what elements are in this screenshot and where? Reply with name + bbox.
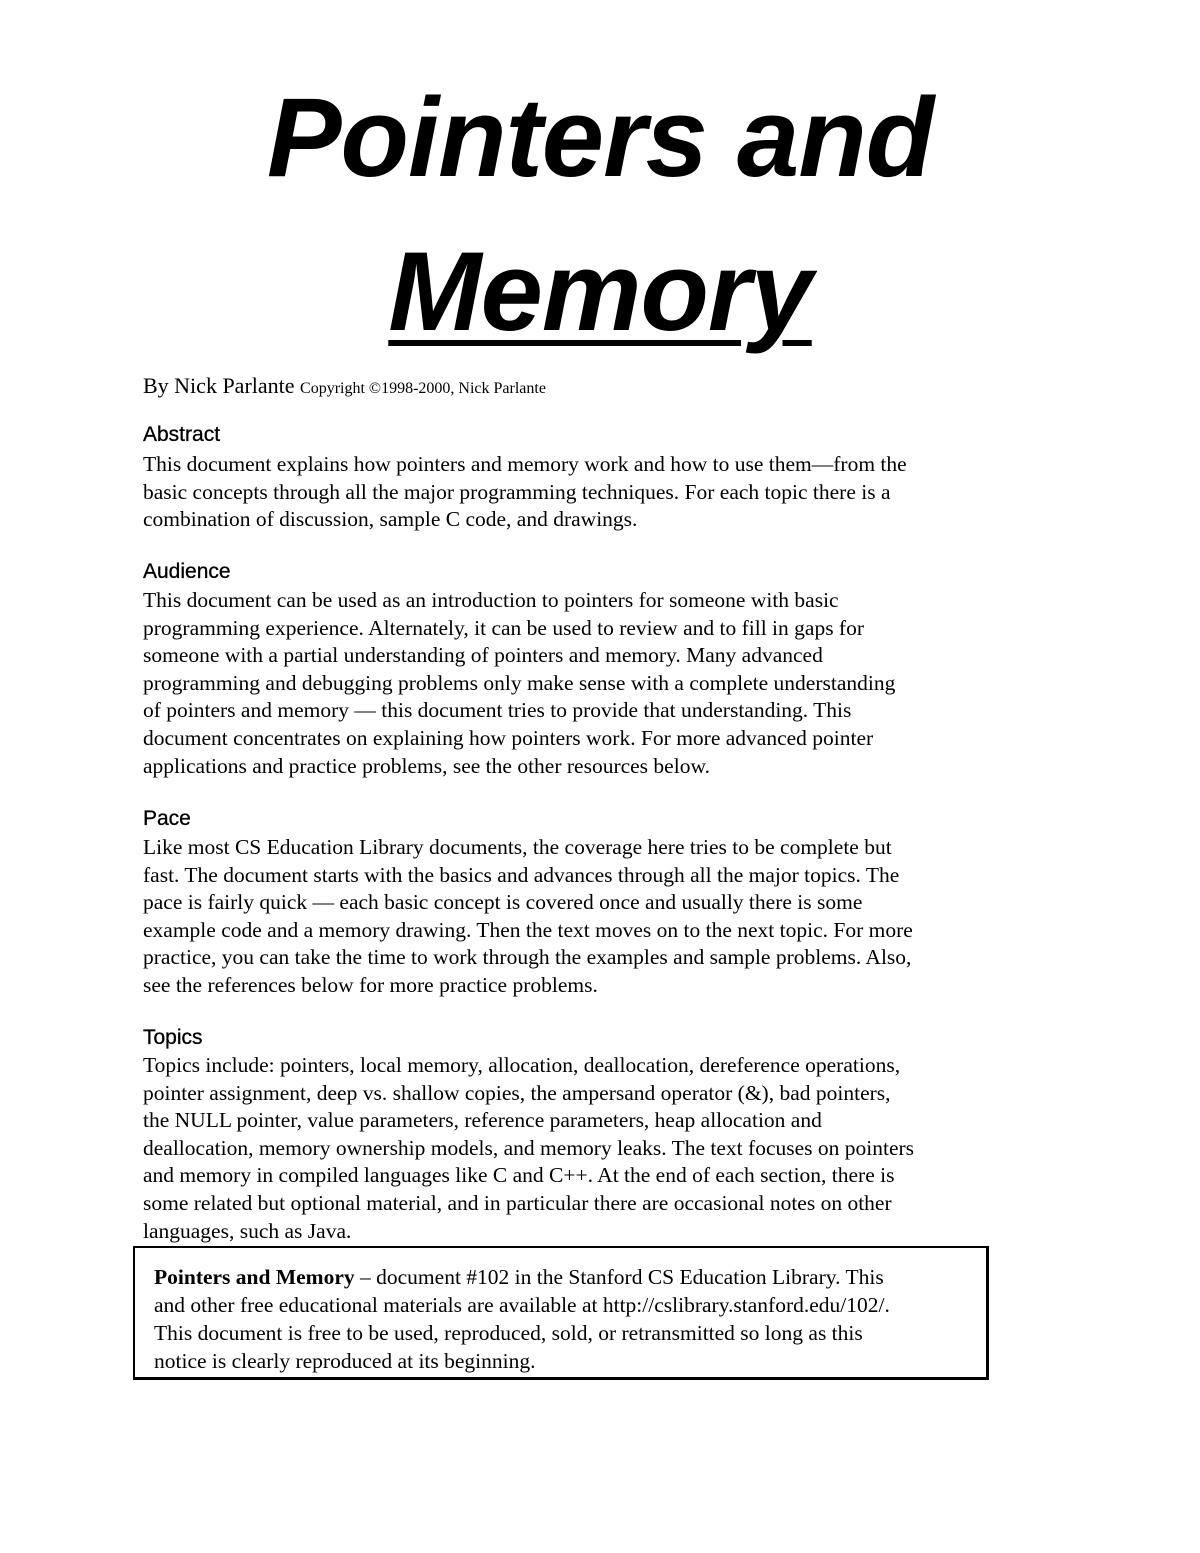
abstract-line: combination of discussion, sample C code, and drawings. (143, 507, 638, 532)
title-line-2 (0, 229, 1200, 354)
audience-line: someone with a partial understanding of pointers and memory. Many advanced (143, 643, 823, 668)
topics-line: languages, such as Java. (143, 1218, 352, 1243)
audience-heading: Audience (143, 560, 231, 583)
audience-line: programming experience. Alternately, it can be used to review and to fill in gaps for (143, 615, 865, 640)
abstract-heading: Abstract (143, 423, 221, 446)
notice-line1-rest: – document #102 in the Stanford CS Education Library. This (354, 1265, 884, 1289)
topics-line: and memory in compiled languages like C and C++. At the end of each section, there is (143, 1163, 895, 1188)
pace-body (143, 834, 1003, 1000)
topics-line: the NULL pointer, value parameters, reference parameters, heap allocation and (143, 1108, 822, 1133)
topics-line: pointer assignment, deep vs. shallow copies, the ampersand operator (&), bad pointers, (143, 1080, 891, 1105)
notice-line: and other free educational materials are available at http://cslibrary.stanford.edu/102/. (154, 1293, 890, 1317)
byline-author: By Nick Parlante (143, 373, 295, 398)
pace-heading: Pace (143, 807, 191, 830)
audience-line: This document can be used as an introduction to pointers for someone with basic (143, 588, 839, 612)
pace-line: Like most CS Education Library documents, the coverage here tries to be complete but (143, 835, 892, 859)
abstract-line: basic concepts through all the major programming techniques. For each topic there is a (143, 479, 891, 504)
pace-line: example code and a memory drawing. Then the text moves on to the next topic. For more (143, 917, 913, 942)
topics-line: some related but optional material, and in particular there are occasional notes on other (143, 1190, 892, 1215)
notice-text (154, 1263, 974, 1375)
title-line-1: Pointers and (266, 75, 934, 200)
audience-line: document concentrates on explaining how pointers work. For more advanced pointer (143, 725, 874, 750)
audience-line: applications and practice problems, see the other resources below. (143, 753, 710, 778)
title-memory-underlined: Memory (388, 229, 812, 354)
abstract-body (143, 451, 1003, 534)
byline (143, 373, 546, 399)
topics-line: Topics include: pointers, local memory, allocation, deallocation, dereference operations, (143, 1053, 901, 1077)
notice-line: This document is free to be used, reproduced, sold, or retransmitted so long as this (154, 1321, 863, 1345)
topics-heading: Topics (143, 1026, 203, 1049)
notice-line: notice is clearly reproduced at its beginning. (154, 1349, 536, 1373)
pace-line: see the references below for more practice problems. (143, 972, 598, 997)
audience-line: programming and debugging problems only make sense with a complete understanding (143, 670, 896, 695)
byline-copyright: Copyright ©1998-2000, Nick Parlante (300, 380, 546, 397)
pace-line: practice, you can take the time to work through the examples and sample problems. Also, (143, 945, 912, 970)
notice-line (154, 1263, 974, 1291)
notice-bold-title: Pointers and Memory (154, 1265, 355, 1289)
notice-box (133, 1246, 989, 1380)
pace-line: pace is fairly quick — each basic concept is covered once and usually there is some (143, 890, 863, 915)
topics-line: deallocation, memory ownership models, and memory leaks. The text focuses on pointers (143, 1135, 915, 1160)
audience-body (143, 587, 1003, 780)
abstract-line: This document explains how pointers and memory work and how to use them—from the (143, 452, 907, 476)
pace-line: fast. The document starts with the basics and advances through all the major topics. The (143, 862, 900, 887)
audience-line: of pointers and memory — this document tries to provide that understanding. This (143, 698, 852, 723)
topics-body (143, 1052, 1003, 1245)
